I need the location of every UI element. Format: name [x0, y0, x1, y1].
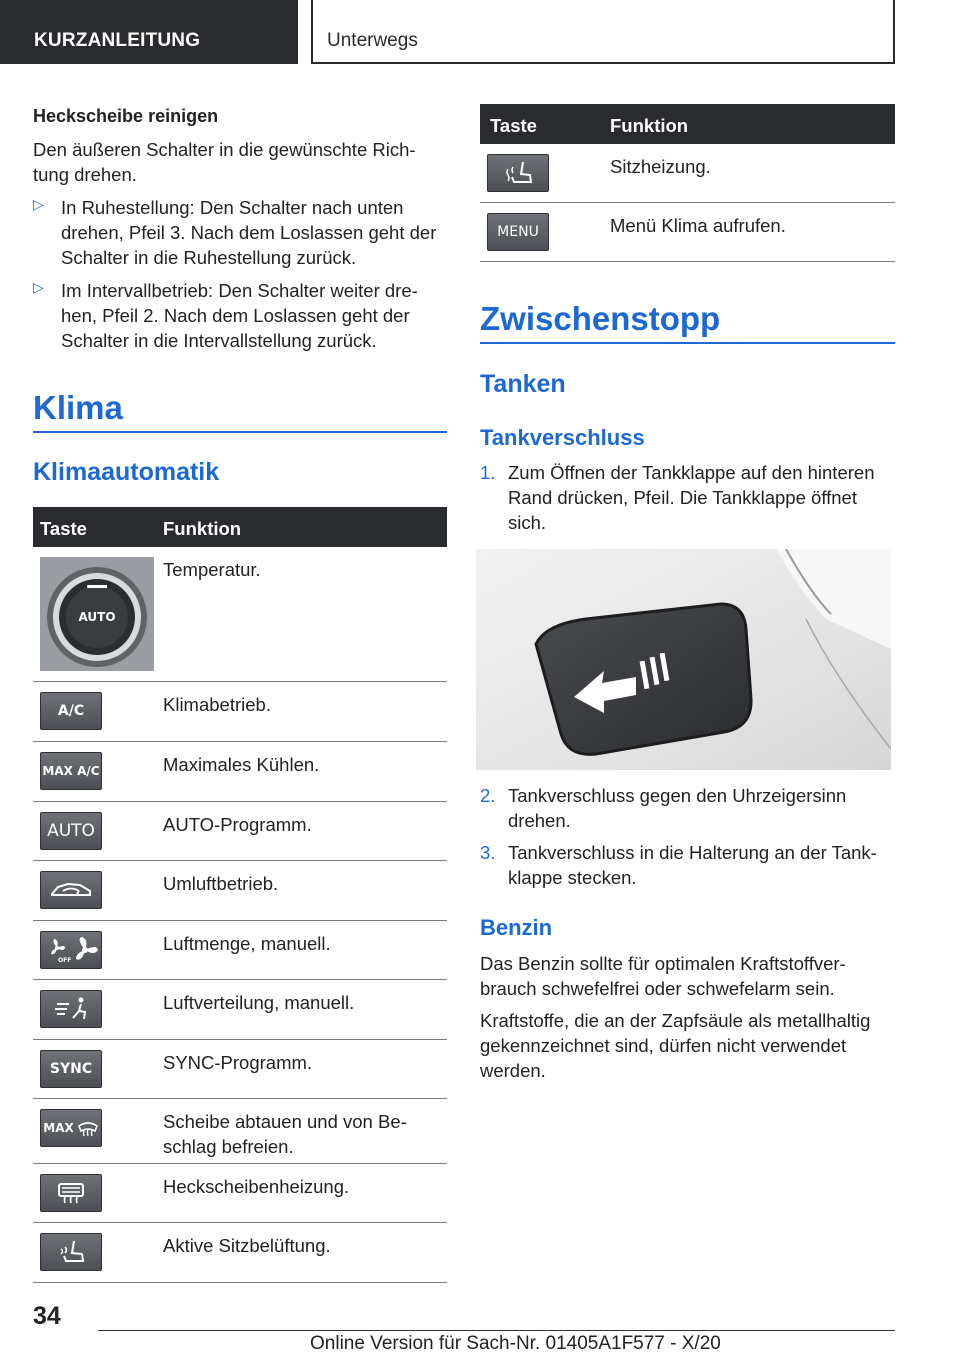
- key-label: A/C: [57, 703, 85, 719]
- row-description-line: Scheibe abtauen und von Be-: [163, 1111, 407, 1132]
- rear-wiper-intro-2: tung drehen.: [33, 164, 137, 185]
- table-row: [33, 1040, 447, 1099]
- table-header: [33, 507, 447, 547]
- row-description: Aktive Sitzbelüftung.: [163, 1235, 331, 1256]
- table-row: [33, 861, 447, 921]
- table-row: [33, 1099, 447, 1164]
- key-label: MAX A/C: [42, 764, 100, 778]
- refuel-heading: Tanken: [480, 370, 566, 398]
- fan-icon: [40, 931, 102, 969]
- ac-button-icon: [40, 692, 102, 730]
- step-number: 1.: [480, 462, 496, 483]
- table-row: [33, 682, 447, 742]
- stopover-title-rule: [480, 342, 895, 344]
- fuel-flap-illustration: [476, 549, 891, 770]
- recirculation-icon: [40, 871, 102, 909]
- table-header-key: Taste: [490, 115, 537, 136]
- rear-wiper-heading: Heckscheibe reinigen: [33, 106, 219, 126]
- bullet-text-line: drehen, Pfeil 3. Nach dem Loslassen geht der: [61, 222, 437, 243]
- table-row: [33, 802, 447, 861]
- row-description: AUTO-Programm.: [163, 814, 312, 835]
- knob-label: AUTO: [78, 610, 116, 624]
- row-description: Heckscheibenheizung.: [163, 1176, 350, 1197]
- petrol-heading: Benzin: [480, 915, 553, 940]
- bullet-text-line: Im Intervallbetrieb: Den Schalter weiter dre-: [61, 280, 418, 301]
- table-row: [33, 980, 447, 1040]
- climate-table-continued: [480, 104, 895, 262]
- step-number: 2.: [480, 785, 496, 806]
- table-row: [480, 203, 895, 262]
- header-chapter-label: Unterwegs: [327, 30, 418, 51]
- table-row: [33, 742, 447, 802]
- key-label: OFF: [58, 957, 72, 963]
- stopover-title: Zwischenstopp: [480, 300, 721, 337]
- bullet-triangle-icon: ▷: [33, 279, 44, 295]
- seat-heating-icon: [487, 154, 549, 192]
- step-item: [480, 840, 895, 890]
- step-number: 3.: [480, 842, 496, 863]
- rear-wiper-bullet: [33, 195, 447, 270]
- bullet-text-line: hen, Pfeil 2. Nach dem Loslassen geht der: [61, 305, 410, 326]
- table-row: [480, 144, 895, 203]
- step-item: [480, 460, 895, 535]
- row-description: Luftverteilung, manuell.: [163, 992, 355, 1013]
- petrol-paragraph-line: Kraftstoffe, die an der Zapfsäule als metallhaltig: [480, 1010, 871, 1031]
- table-row: [33, 921, 447, 980]
- auto-button-icon: [40, 812, 102, 850]
- rear-wiper-bullet: [33, 278, 447, 353]
- table-header-function: Funktion: [610, 115, 689, 136]
- step-text-line: Rand drücken, Pfeil. Die Tankklappe öffnet: [508, 487, 857, 508]
- header-section-tab: [0, 0, 298, 64]
- climate-title: Klima: [33, 389, 123, 426]
- sync-button-icon: [40, 1050, 102, 1088]
- bullet-triangle-icon: ▷: [33, 196, 44, 212]
- row-description: Klimabetrieb.: [163, 694, 271, 715]
- row-description: SYNC-Programm.: [163, 1052, 313, 1073]
- bullet-text-line: Schalter in die Intervallstellung zurück.: [61, 330, 377, 351]
- footer-rule: [98, 1330, 895, 1331]
- key-label: AUTO: [47, 821, 95, 841]
- temperature-knob-icon: [40, 557, 154, 671]
- step-text-line: Tankverschluss gegen den Uhrzeigersinn: [508, 785, 847, 806]
- header-chapter-tab: [311, 0, 895, 64]
- page-number: 34: [33, 1302, 61, 1330]
- climate-title-rule: [33, 431, 447, 433]
- seat-ventilation-icon: [40, 1233, 102, 1271]
- footer-text: Online Version für Sach-Nr. 01405A1F577 - X/20: [310, 1333, 721, 1354]
- petrol-paragraph-line: brauch schwefelfrei oder schwefelarm sein.: [480, 978, 835, 999]
- petrol-paragraph-line: gekennzeichnet sind, dürfen nicht verwendet: [480, 1035, 847, 1056]
- row-description: Sitzheizung.: [610, 156, 711, 177]
- row-description: Maximales Kühlen.: [163, 754, 320, 775]
- climate-table: [33, 507, 447, 1283]
- row-description: Menü Klima aufrufen.: [610, 215, 786, 236]
- table-header-function: Funktion: [163, 518, 242, 539]
- key-label: MENU: [497, 224, 539, 240]
- step-text-line: sich.: [508, 512, 547, 533]
- step-text-line: Zum Öffnen der Tankklappe auf den hinteren: [508, 462, 875, 483]
- row-description: Luftmenge, manuell.: [163, 933, 331, 954]
- row-description: Temperatur.: [163, 559, 261, 580]
- bullet-text-line: In Ruhestellung: Den Schalter nach unten: [61, 197, 404, 218]
- table-header-key: Taste: [40, 518, 87, 539]
- row-description-line: schlag befreien.: [163, 1136, 294, 1157]
- air-distribution-icon: [40, 990, 102, 1028]
- table-row: [33, 1223, 447, 1283]
- menu-button-icon: [487, 213, 549, 251]
- rear-window-heating-icon: [40, 1174, 102, 1212]
- max-defrost-icon: [40, 1109, 102, 1147]
- key-label: SYNC: [49, 1061, 93, 1077]
- fuel-cap-heading: Tankverschluss: [480, 425, 645, 450]
- table-header: [480, 104, 895, 144]
- max-ac-button-icon: [40, 752, 102, 790]
- petrol-paragraph-line: Das Benzin sollte für optimalen Kraftstoffver-: [480, 953, 846, 974]
- key-label: MAX: [43, 1121, 74, 1135]
- header-section-label: KURZANLEITUNG: [34, 30, 201, 51]
- step-text-line: klappe stecken.: [508, 867, 637, 888]
- rear-wiper-intro-1: Den äußeren Schalter in die gewünschte Rich-: [33, 139, 416, 160]
- bullet-text-line: Schalter in die Ruhestellung zurück.: [61, 247, 357, 268]
- table-row: [33, 547, 447, 682]
- step-text-line: drehen.: [508, 810, 571, 831]
- climate-subtitle: Klimaautomatik: [33, 458, 220, 486]
- table-row: [33, 1164, 447, 1223]
- step-text-line: Tankverschluss in die Halterung an der Tank-: [508, 842, 877, 863]
- row-description: Umluftbetrieb.: [163, 873, 279, 894]
- petrol-paragraph-line: werden.: [480, 1060, 546, 1081]
- step-item: [480, 783, 895, 833]
- row-description: [163, 1109, 448, 1159]
